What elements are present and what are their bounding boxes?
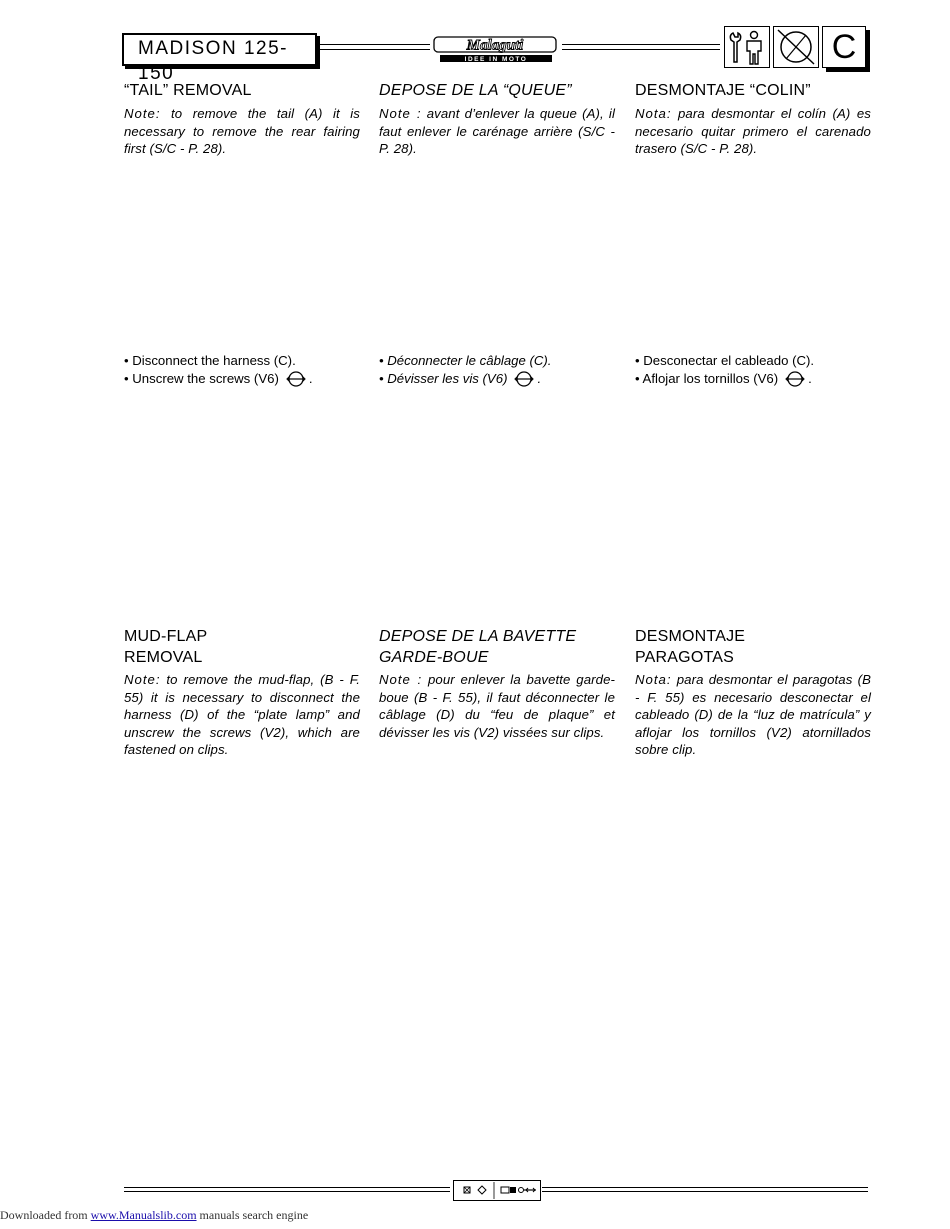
note-label: Nota: xyxy=(635,106,672,121)
step-text: • Unscrew the screws (V6) xyxy=(124,371,279,386)
mudflap-note-fr xyxy=(379,671,615,741)
tail-note-fr xyxy=(379,105,615,158)
download-credit xyxy=(0,1208,308,1223)
step-text: • Déconnecter le câblage (C). xyxy=(379,353,552,368)
title-line: REMOVAL xyxy=(124,649,203,666)
title-line: GARDE-BOUE xyxy=(379,649,489,666)
footer-rule-left xyxy=(124,1187,450,1192)
step-unscrew: • Aflojar los tornillos (V6) . xyxy=(635,371,812,386)
wrench-person-icon xyxy=(724,26,770,68)
download-suffix: manuals search engine xyxy=(196,1208,309,1222)
title-line: PARAGOTAS xyxy=(635,649,735,666)
step-disconnect xyxy=(124,352,360,370)
screw-icon xyxy=(285,371,307,387)
screw-icon xyxy=(513,371,535,387)
header-rule-left xyxy=(318,44,430,50)
note-label: Note : xyxy=(379,672,423,687)
step-unscrew: • Unscrew the screws (V6) . xyxy=(124,371,313,386)
title-line: MUD-FLAP xyxy=(124,628,208,645)
tail-title-es: DESMONTAJE “COLIN” xyxy=(635,82,811,99)
tail-steps-es xyxy=(635,352,871,388)
step-disconnect xyxy=(379,352,615,370)
svg-text:Malaguti: Malaguti xyxy=(466,37,524,54)
note-text: para desmontar el paragotas (B - F. 55) es necesario desconectar el cableado (D) de la “luz de matrícula” y aflojar los tornillos (V2) atornillados sobre clip. xyxy=(635,672,871,757)
note-text: avant d’enlever la queue (A), il faut enlever le carénage arrière (S/C - P. 28). xyxy=(379,106,615,156)
note-label: Note : xyxy=(379,106,422,121)
note-text: to remove the tail (A) it is necessary to remove the rear fairing first (S/C - P. 28). xyxy=(124,106,360,156)
malaguti-logo xyxy=(432,34,560,64)
mudflap-title-es xyxy=(635,626,871,668)
step-text: • Disconnect the harness (C). xyxy=(124,353,296,368)
note-text: para desmontar el colín (A) es necesario quitar primero el carenado trasero (S/C - P. 28). xyxy=(635,106,871,156)
note-text: to remove the mud-flap, (B - F. 55) it is necessary to disconnect the harness (D) of the “plate lamp” and unscrew the screws (V2), which are fastened on clips. xyxy=(124,672,360,757)
screw-icon xyxy=(784,371,806,387)
svg-text:IDEE IN MOTO: IDEE IN MOTO xyxy=(464,56,528,63)
tail-note-es xyxy=(635,105,871,158)
mudflap-title-en xyxy=(124,626,360,668)
crossed-circle-icon xyxy=(773,26,819,68)
mudflap-note-en xyxy=(124,671,360,759)
header-rule-right xyxy=(562,44,720,50)
section-letter: C xyxy=(822,26,866,68)
tail-title-en: “TAIL” REMOVAL xyxy=(124,82,252,99)
step-text: • Desconectar el cableado (C). xyxy=(635,353,815,368)
step-unscrew: • Dévisser les vis (V6) . xyxy=(379,371,542,386)
tail-title-fr: DEPOSE DE LA “QUEUE” xyxy=(379,82,572,99)
footer-icon-box xyxy=(453,1180,541,1201)
note-label: Note: xyxy=(124,672,161,687)
title-line: DESMONTAJE xyxy=(635,628,746,645)
download-prefix: Downloaded from xyxy=(0,1208,91,1222)
mudflap-note-es xyxy=(635,671,871,759)
tail-steps-fr xyxy=(379,352,615,388)
tail-note-en xyxy=(124,105,360,158)
mudflap-title-fr xyxy=(379,626,615,668)
note-text: pour enlever la bavette garde-boue (B - F. 55), il faut déconnecter le câblage (D) du “feu de plaque” et dévisser les vis (V2) vissées sur clips. xyxy=(379,672,615,740)
note-label: Note: xyxy=(124,106,161,121)
title-line: DEPOSE DE LA BAVETTE xyxy=(379,628,577,645)
manualslib-link[interactable]: www.Manualslib.com xyxy=(90,1208,197,1222)
step-text: • Aflojar los tornillos (V6) xyxy=(635,371,779,386)
step-text: • Dévisser les vis (V6) xyxy=(379,371,508,386)
nav-symbols-icon xyxy=(454,1181,540,1200)
note-label: Nota: xyxy=(635,672,672,687)
step-disconnect xyxy=(635,352,871,370)
footer-rule-right xyxy=(542,1187,868,1192)
tail-steps-en xyxy=(124,352,360,388)
model-title: MADISON 125-150 xyxy=(138,38,288,84)
